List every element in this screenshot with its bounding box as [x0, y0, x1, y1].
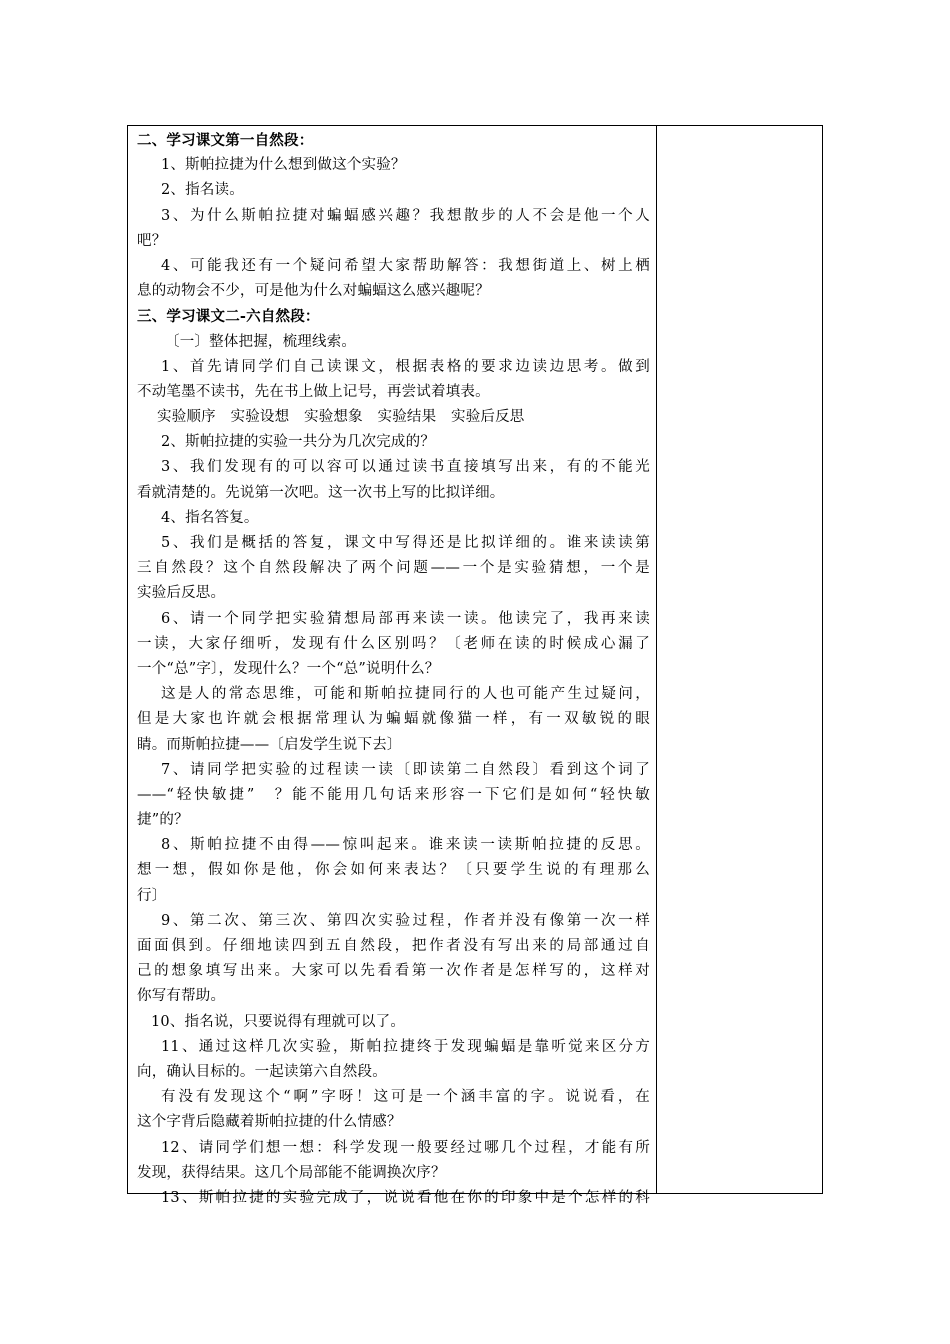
lesson-plan-table	[127, 125, 823, 1206]
text-line: 一个“总”字〕，发现什么？一个“总”说明什么？	[137, 660, 440, 677]
text-line: 2、指名读。	[161, 182, 244, 199]
text-line: 这个字背后隐藏着斯帕拉捷的什么情感？	[137, 1114, 402, 1131]
text-line: 2、斯帕拉捷的实验一共分为几次完成的？	[161, 434, 436, 451]
text-line: 吧？	[137, 232, 167, 249]
text-line: 5、我们是概括的答复，课文中写得还是比拟详细的。谁来读读第	[161, 535, 650, 551]
text-line: 发现，获得结果。这几个局部能不能调换次序？	[137, 1164, 446, 1181]
text-line: 实验顺序 实验设想 实验想象 实验结果 实验后反思	[157, 409, 525, 426]
lesson-content-cell	[128, 126, 657, 1206]
text-line: 向，确认目标的。一起读第六自然段。	[137, 1063, 387, 1080]
text-line: 行〕	[137, 887, 167, 904]
text-line: ——“轻快敏捷” ？能不能用几句话来形容一下它们是如何“轻快敏	[137, 786, 650, 803]
text-line: 你写有帮助。	[137, 988, 226, 1005]
text-line: 1、斯帕拉捷为什么想到做这个实验？	[161, 157, 406, 174]
text-line: 13、斯帕拉捷的实验完成了，说说看他在你的印象中是个怎样的科	[161, 1189, 650, 1206]
text-line: 但是大家也许就会根据常理认为蝙蝠就像猫一样，有一双敏锐的眼	[137, 711, 650, 728]
text-line: 4、指名答复。	[161, 509, 259, 526]
text-line: 〔一〕整体把握，梳理线索。	[165, 333, 357, 350]
text-line: 不动笔墨不读书，先在书上做上记号，再尝试着填表。	[137, 383, 490, 400]
text-line: 有没有发现这个“啊”字呀！这可是一个涵丰富的字。说说看，在	[161, 1089, 650, 1106]
text-line: 10、指名说，只要说得有理就可以了。	[151, 1013, 406, 1030]
text-line: 睛。而斯帕拉捷——〔启发学生说下去〕	[137, 736, 402, 753]
text-line: 己的想象填写出来。大家可以先看看第一次作者是怎样写的，这样对	[137, 963, 650, 980]
text-line: 6、请一个同学把实验猜想局部再来读一读。他读完了，我再来读	[161, 610, 650, 627]
text-line: 面面俱到。仔细地读四到五自然段，把作者没有写出来的局部通过自	[137, 938, 650, 954]
text-line: 3、为什么斯帕拉捷对蝙蝠感兴趣？我想散步的人不会是他一个人	[161, 207, 650, 224]
text-line: 这是人的常态思维，可能和斯帕拉捷同行的人也可能产生过疑问，	[161, 686, 650, 703]
text-line: 4、可能我还有一个疑问希望大家帮助解答：我想街道上、树上栖	[161, 257, 650, 274]
section-heading: 三、学习课文二-六自然段：	[137, 308, 320, 326]
notes-cell	[657, 126, 822, 1193]
section-heading: 二、学习课文第一自然段：	[137, 132, 314, 149]
text-line: 息的动物会不少，可是他为什么对蝙蝠这么感兴趣呢？	[137, 283, 490, 300]
text-line: 实验后反思。	[137, 585, 226, 602]
text-line: 7、请同学把实验的过程读一读〔即读第二自然段〕看到这个词了	[161, 761, 650, 778]
text-line: 8、斯帕拉捷不由得——惊叫起来。谁来读一读斯帕拉捷的反思。	[161, 837, 650, 854]
text-line: 看就清楚的。先说第一次吧。这一次书上写的比拟详细。	[137, 484, 505, 501]
text-line: 3、我们发现有的可以容可以通过读书直接填写出来，有的不能光	[161, 459, 650, 476]
text-line: 三自然段？这个自然段解决了两个问题——一个是实验猜想，一个是	[137, 560, 650, 577]
text-line: 12、请同学们想一想：科学发现一般要经过哪几个过程，才能有所	[161, 1139, 650, 1156]
text-line: 9、第二次、第三次、第四次实验过程，作者并没有像第一次一样	[161, 912, 650, 929]
text-line: 1、首先请同学们自己读课文，根据表格的要求边读边思考。做到	[161, 358, 650, 375]
text-line: 一读，大家仔细听，发现有什么区别吗？〔老师在读的时候成心漏了	[137, 635, 650, 652]
text-line: 捷”的？	[137, 812, 189, 829]
text-line: 想一想，假如你是他，你会如何来表达？〔只要学生说的有理那么	[137, 862, 650, 879]
text-line: 11、通过这样几次实验，斯帕拉捷终于发现蝙蝠是靠听觉来区分方	[161, 1038, 650, 1055]
